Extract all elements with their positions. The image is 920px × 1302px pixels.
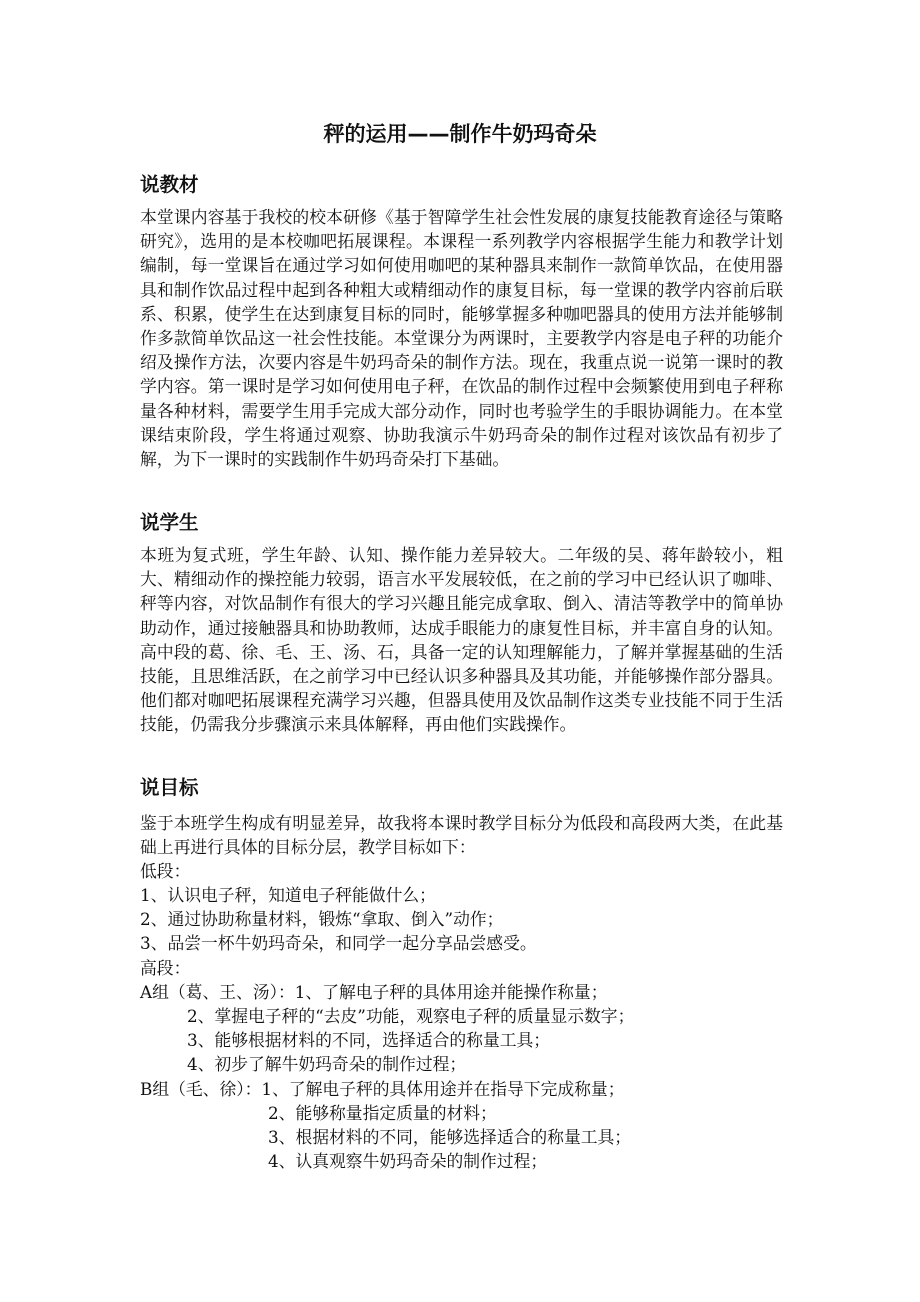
group-a-objective: 3、能够根据材料的不同，选择适合的称量工具； [187,1030,551,1050]
section-paragraph-textbook: 本堂课内容基于我校的校本研修《基于智障学生社会性发展的康复技能教育途径与策略研究》，选用的是本校咖吧拓展课程。本课程一系列教学内容根据学生能力和教学计划编制，每一堂课旨在通过学习如何使用咖吧的某种器具来制作一款简单饮品，在使用器具和制作饮品过程中起到各种粗大或精细动作的康复目标，每一堂课的教学内容前后联系、积累，使学生在达到康复目标的同时，能够掌握多种咖吧器具的使用方法并能够制作多款简单饮品这一社会性技能。本堂课分为两课时，主要教学内容是电子秤的功能介绍及操作方法，次要内容是牛奶玛奇朵的制作方法。现在，我重点说一说第一课时的教学内容。第一课时是学习如何使用电子秤，在饮品的制作过程中会频繁使用到电子秤称量各种材料，需要学生用手完成大部分动作，同时也考验学生的手眼协调能力。在本堂课结束阶段，学生将通过观察、协助我演示牛奶玛奇朵的制作过程对该饮品有初步了解，为下一课时的实践制作牛奶玛奇朵打下基础。 [140,207,783,470]
group-b-first-objective: B组（毛、徐）：1、了解电子秤的具体用途并在指导下完成称量； [140,1079,625,1099]
group-a-objective: 4、初步了解牛奶玛奇朵的制作过程； [187,1054,467,1074]
document-title: 秤的运用——制作牛奶玛奇朵 [323,122,597,146]
low-level-item: 2、通过协助称量材料，锻炼“拿取、倒入”动作； [140,909,504,929]
section-heading-objectives: 说目标 [140,776,199,799]
low-level-label: 低段： [140,861,191,881]
section-heading-textbook: 说教材 [140,173,199,196]
group-a-first-objective: A组（葛、王、汤）：1、了解电子秤的具体用途并能操作称量； [140,982,608,1002]
section-heading-students: 说学生 [140,511,199,534]
group-a-objective: 2、掌握电子秤的“去皮”功能，观察电子秤的质量显示数字； [187,1006,635,1026]
high-level-label: 高段： [140,958,191,978]
low-level-item: 3、品尝一杯牛奶玛奇朵，和同学一起分享品尝感受。 [140,933,537,953]
objectives-intro: 鉴于本班学生构成有明显差异，故我将本课时教学目标分为低段和高段两大类，在此基础上再进行具体的目标分层，教学目标如下： [140,813,783,858]
low-level-item: 1、认识电子秤，知道电子秤能做什么； [140,885,436,905]
group-b-objective: 4、认真观察牛奶玛奇朵的制作过程； [268,1151,548,1171]
section-paragraph-students: 本班为复式班，学生年龄、认知、操作能力差异较大。二年级的吴、蒋年龄较小，粗大、精细动作的操控能力较弱，语言水平发展较低，在之前的学习中已经认识了咖啡、秤等内容，对饮品制作有很大的学习兴趣且能完成拿取、倒入、清洁等教学中的简单协助动作，通过接触器具和协助教师，达成手眼能力的康复性目标，并丰富自身的认知。高中段的葛、徐、毛、王、汤、石，具备一定的认知理解能力，了解并掌握基础的生活技能，且思维活跃，在之前学习中已经认识多种器具及其功能，并能够操作部分器具。他们都对咖吧拓展课程充满学习兴趣，但器具使用及饮品制作这类专业技能不同于生活技能，仍需我分步骤演示来具体解释，再由他们实践操作。 [140,545,783,735]
group-b-objective: 3、根据材料的不同，能够选择适合的称量工具； [268,1127,632,1147]
group-b-objective: 2、能够称量指定质量的材料； [268,1103,497,1123]
